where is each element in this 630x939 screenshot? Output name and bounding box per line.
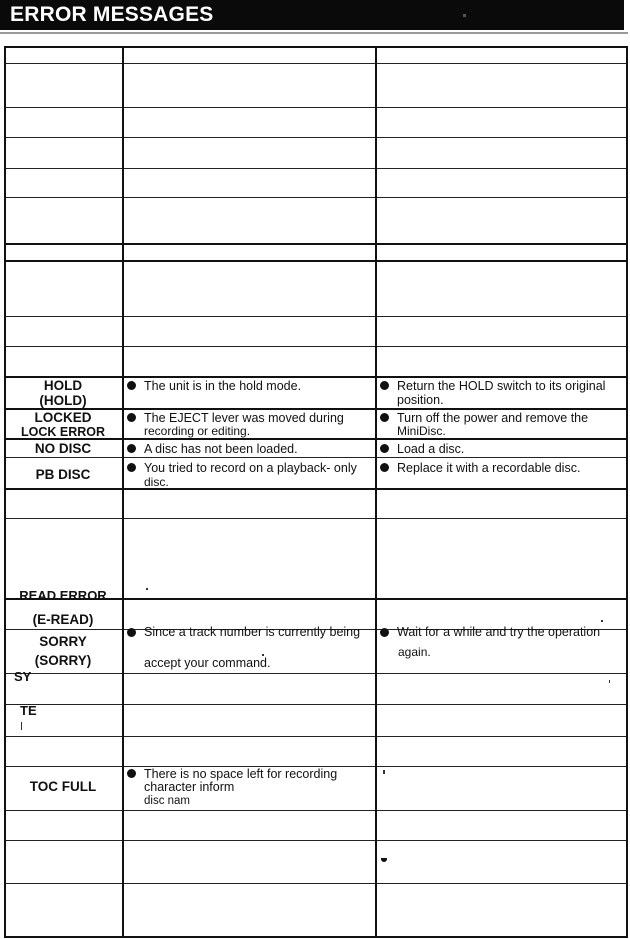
cause-text: character inform (144, 780, 235, 794)
cause-text: accept your command. (144, 656, 271, 670)
row-divider (4, 63, 628, 64)
speck (609, 680, 610, 683)
row-divider (4, 197, 628, 198)
page-title: ERROR MESSAGES (10, 3, 214, 26)
message-code: NO DISC (34, 441, 92, 456)
speck (463, 14, 466, 17)
row-divider (4, 137, 628, 138)
remedy-cell (380, 411, 625, 438)
message-code-alt: (SORRY) (34, 653, 92, 668)
message-code: SY (14, 669, 32, 684)
cause-text: There is no space left for recording (144, 767, 338, 781)
row-divider (4, 810, 628, 811)
message-code-alt: (HOLD) (39, 393, 87, 408)
bullet-icon (127, 413, 136, 422)
error-message-fragment (20, 703, 37, 719)
speck (262, 654, 264, 656)
message-code: LOCKED (34, 410, 92, 425)
remedy-text: Wait for a while and try the operation (397, 625, 601, 639)
bullet-icon (127, 769, 136, 778)
row-divider (4, 736, 628, 737)
cause-text: Since a track number is currently being (144, 625, 361, 639)
cause-cell (127, 461, 372, 489)
cause-cell (127, 767, 347, 809)
bullet-icon (380, 628, 389, 637)
speck (601, 620, 603, 622)
message-code: SORRY (39, 634, 87, 649)
bullet-icon (380, 444, 389, 453)
message-code: TOC FULL (29, 779, 97, 794)
error-message (4, 634, 122, 668)
row-divider (4, 168, 628, 169)
remedy-text: Return the HOLD switch to its original (397, 379, 606, 393)
cause-text: disc nam (144, 795, 191, 807)
remedy-text: Replace it with a recordable disc. (397, 461, 581, 475)
message-code-alt: (E-READ) (32, 612, 94, 627)
bullet-icon (380, 413, 389, 422)
error-message (4, 378, 122, 408)
remedy-text: position. (397, 393, 444, 407)
column-divider (4, 46, 6, 938)
cause-cell (127, 379, 372, 407)
remedy-text: again. (398, 645, 431, 659)
cause-text: You tried to record on a playback- only (144, 461, 357, 475)
remedy-cell (398, 645, 598, 659)
title-bar (0, 0, 624, 30)
bullet-icon (127, 628, 136, 637)
speck (21, 722, 22, 730)
cause-text: A disc has not been loaded. (144, 442, 298, 456)
cause-cell (144, 656, 369, 670)
error-message (4, 410, 122, 440)
speck (146, 588, 148, 590)
error-message (4, 779, 122, 794)
row-divider (4, 518, 628, 519)
message-code: PB DISC (35, 467, 91, 482)
row-divider (4, 704, 628, 705)
remedy-text: MiniDisc. (397, 424, 446, 438)
row-divider (4, 107, 628, 108)
remedy-text: Turn off the power and remove the (397, 411, 589, 425)
cause-cell (127, 442, 372, 457)
remedy-cell (380, 442, 625, 457)
bullet-icon (127, 444, 136, 453)
cause-cell-fragment (127, 625, 372, 639)
remedy-cell-fragment (380, 625, 625, 639)
message-code: READ ERROR (19, 588, 107, 603)
message-code: TE (20, 703, 37, 718)
column-divider (375, 46, 377, 938)
row-divider (4, 346, 628, 347)
error-message (4, 467, 122, 482)
cause-text: The EJECT lever was moved during (144, 411, 344, 425)
row-divider (4, 260, 628, 262)
row-divider (4, 883, 628, 884)
row-divider (4, 840, 628, 841)
message-code-alt: LOCK ERROR (20, 425, 106, 439)
column-divider (122, 46, 124, 938)
remedy-cell (380, 461, 625, 481)
speck (383, 770, 385, 774)
row-divider (4, 316, 628, 317)
bullet-icon (381, 858, 387, 862)
error-message (4, 612, 122, 627)
row-divider (4, 243, 628, 245)
cause-text: recording or editing. (144, 424, 251, 438)
row-divider (4, 936, 628, 938)
cause-text: disc. (144, 475, 169, 489)
error-table (4, 46, 628, 938)
cause-cell (127, 411, 372, 438)
remedy-cell (380, 379, 625, 407)
error-message (4, 441, 122, 456)
column-divider (626, 46, 628, 938)
error-message-fragment (14, 669, 34, 684)
bullet-icon (127, 381, 136, 390)
row-divider (4, 488, 628, 490)
bullet-icon (127, 463, 136, 472)
title-underline (0, 32, 628, 34)
message-code: HOLD (43, 378, 83, 393)
row-divider (4, 673, 628, 674)
row-divider (4, 46, 628, 48)
cause-text: The unit is in the hold mode. (144, 379, 302, 393)
remedy-text: Load a disc. (397, 442, 465, 456)
error-message-fragment (4, 588, 122, 603)
row-divider (4, 457, 628, 458)
bullet-icon (380, 381, 389, 390)
bullet-icon (380, 463, 389, 472)
